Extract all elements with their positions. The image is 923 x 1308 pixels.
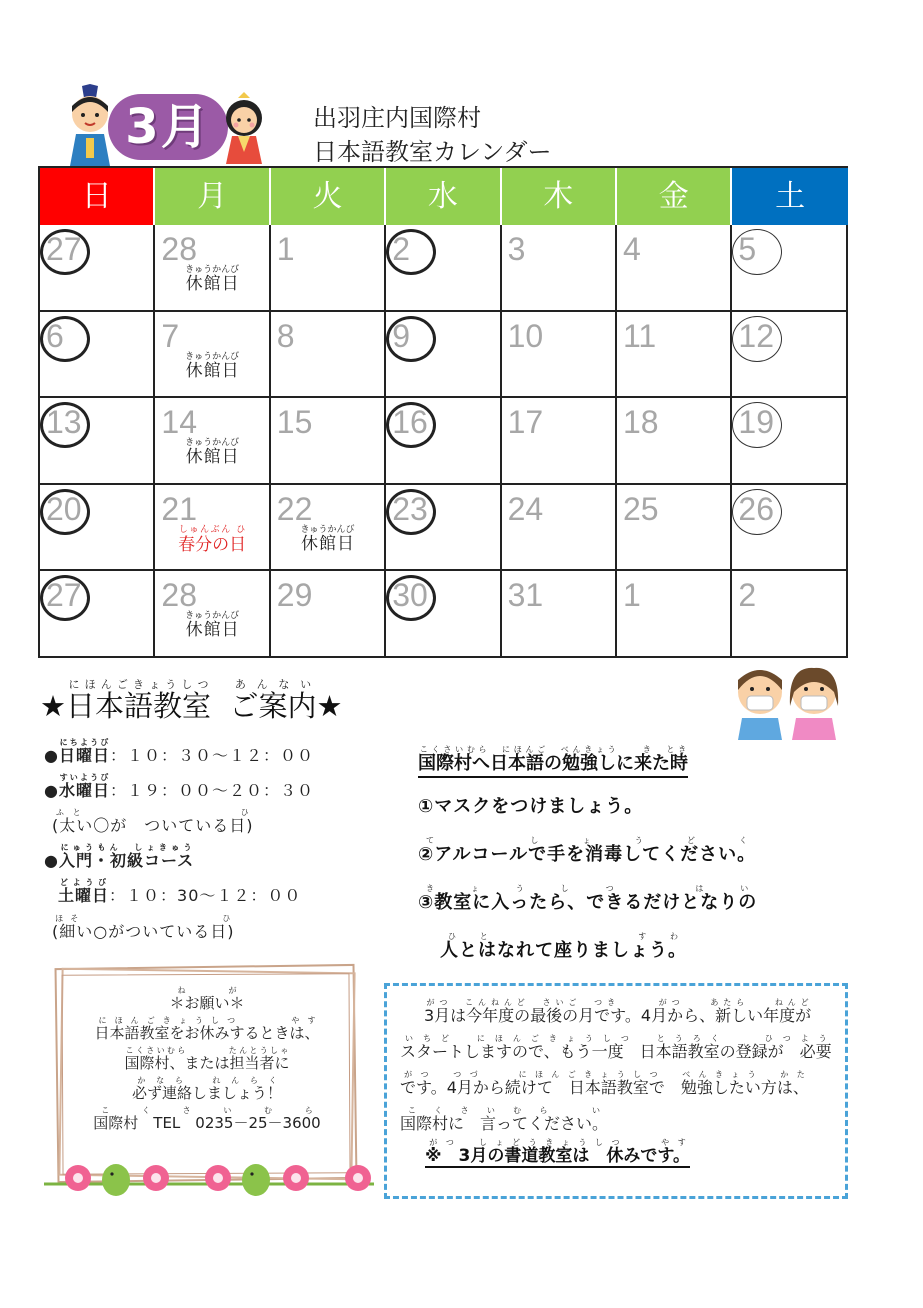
day-number: 13	[46, 404, 82, 441]
rule-mask: ①マスクをつけましょう。	[418, 796, 644, 817]
day-number: 29	[276, 577, 313, 614]
calendar-day-cell	[617, 312, 732, 399]
closed-day-note: 休館日きゅうかんび	[185, 611, 240, 641]
calendar-day-cell	[40, 571, 155, 658]
masked-children-illustration	[730, 662, 845, 740]
request-contact: 国際村 TEL 0235－25－3600こくさいむら	[93, 1106, 321, 1132]
calendar-day-cell	[271, 485, 386, 572]
calendar-day-cell	[732, 225, 847, 312]
rule-seating: ③教室に入ったら、できるだけとなりのきょうしつ はい	[418, 884, 758, 913]
day-number: 21	[161, 490, 197, 527]
day-number: 30	[392, 577, 428, 614]
guide-title: ★日本語教室にほんごきょうしつ ご案内あんない★	[40, 678, 343, 723]
calendar-day-cell	[617, 485, 732, 572]
calendar-day-cell	[155, 312, 270, 399]
day-number: 7	[161, 317, 180, 354]
day-number: 11	[623, 317, 657, 354]
request-heading: ＊お願い＊ねが	[169, 986, 245, 1012]
calendar-day-cell	[732, 312, 847, 399]
day-number: 2	[738, 577, 757, 614]
calendar-day-cell	[502, 398, 617, 485]
month-label: 3月	[125, 99, 211, 155]
calendar-day-cell	[386, 398, 501, 485]
closed-day-note: 休館日きゅうかんび	[185, 438, 240, 468]
calendar-day-cell	[502, 225, 617, 312]
day-number: 15	[276, 404, 313, 441]
day-number: 8	[276, 317, 295, 354]
calendar-day-cell	[732, 571, 847, 658]
closed-day-note: 休館日きゅうかんび	[300, 524, 355, 554]
calendar-day-cell	[271, 225, 386, 312]
rule-seating-cont: 人とはなれて座りましょう。ひと すわ	[440, 932, 687, 961]
calendar-day-cell	[271, 398, 386, 485]
title-line-2: 日本語教室カレンダー	[313, 138, 552, 166]
day-number: 5	[738, 231, 757, 267]
weekday-header: 月	[155, 168, 270, 225]
calendar-day-cell	[386, 571, 501, 658]
calendar-day-cell	[502, 571, 617, 658]
rule-alcohol: ②アルコールで手を消毒してください。て しょうどく	[418, 836, 757, 865]
calendar-day-cell	[40, 225, 155, 312]
day-number: 27	[46, 231, 82, 267]
hina-princess-illustration	[220, 92, 268, 164]
closed-day-note: 休館日きゅうかんび	[185, 265, 240, 294]
calendar-day-cell	[732, 398, 847, 485]
calligraphy-closed-notice: ※ 3月の書道教室は 休みです。がつ しょどうきょうしつ やす	[425, 1138, 690, 1166]
sunday-class-time: ●日曜日にちようび：１０：３０～１２：００	[44, 738, 314, 765]
calendar-day-cell	[617, 398, 732, 485]
wednesday-class-time: ●水曜日すいようび：１９：００～２０：３０	[44, 773, 314, 800]
weekday-header: 水	[386, 168, 501, 225]
request-line-1: 日本語教室をお休みするときは、にほんごきょうしつ やす	[94, 1016, 320, 1042]
day-number: 3	[507, 231, 526, 267]
calendar-day-cell	[155, 398, 270, 485]
day-number: 19	[738, 404, 774, 441]
day-number: 17	[507, 404, 544, 441]
day-number: 2	[392, 231, 410, 267]
day-number: 1	[623, 577, 641, 614]
notice-line-2: スタートしますので、もう一度 日本語教室の登録が 必要いちど にほんごきょうしつ とうろく ひつよう	[400, 1034, 832, 1061]
calendar-grid	[38, 166, 848, 658]
flower-decoration	[44, 1150, 374, 1198]
weekday-header: 土	[732, 168, 847, 225]
weekday-header: 木	[502, 168, 617, 225]
request-line-3: 必ず連絡しましょう！かなら れんらく	[131, 1076, 282, 1102]
day-number: 14	[161, 404, 197, 441]
calendar-day-cell	[40, 398, 155, 485]
rules-title: 国際村へ日本語の勉強しに来た時こくさいむら にほんご べんきょう き とき	[418, 745, 688, 778]
day-number: 10	[507, 317, 544, 354]
day-number: 27	[46, 577, 82, 614]
day-number: 1	[276, 231, 295, 267]
calendar-day-cell	[386, 485, 501, 572]
day-number: 25	[623, 490, 659, 527]
calendar-day-cell	[40, 485, 155, 572]
notice-line-4: 国際村に 言ってください。こくさいむら い	[400, 1106, 609, 1133]
request-line-2: 国際村、または担当者にこくさいむら たんとうしゃ	[124, 1046, 290, 1072]
calendar-day-cell	[617, 571, 732, 658]
thick-circle-note: (太い〇が ついている日)ふと ひ	[52, 808, 254, 835]
day-number: 4	[623, 231, 641, 267]
day-number: 28	[161, 231, 197, 267]
calendar-day-cell	[155, 485, 270, 572]
calendar-day-cell	[502, 485, 617, 572]
saturday-class-time: 土曜日どようび：１０：30～１２：００	[58, 878, 302, 905]
day-number: 26	[738, 490, 774, 527]
day-number: 18	[623, 404, 659, 441]
day-number: 23	[392, 490, 428, 527]
calendar-day-cell	[155, 571, 270, 658]
holiday-note: 春分の日しゅんぶん ひ	[178, 524, 247, 555]
notice-line-3: です。4月から続けて 日本語教室で 勉強したい方は、がつ つづ にほんごきょうしつ べんきょう かた	[400, 1070, 809, 1097]
closed-day-note: 休館日きゅうかんび	[185, 351, 240, 381]
calendar-day-cell	[617, 225, 732, 312]
day-number: 9	[392, 317, 410, 354]
calendar-day-cell	[502, 312, 617, 399]
day-number: 24	[507, 490, 544, 527]
day-number: 6	[46, 317, 64, 354]
weekday-header: 火	[271, 168, 386, 225]
calendar-day-cell	[271, 312, 386, 399]
day-number: 28	[161, 577, 197, 614]
calendar-day-cell	[271, 571, 386, 658]
calendar-day-cell	[732, 485, 847, 572]
day-number: 20	[46, 490, 82, 527]
day-number: 16	[392, 404, 428, 441]
title-line-1: 出羽庄内国際村	[313, 104, 481, 132]
thin-circle-note: (細い○がついている日)ほそ ひ	[52, 914, 235, 941]
calendar-day-cell	[40, 312, 155, 399]
day-number: 12	[738, 317, 774, 354]
day-number: 22	[276, 490, 313, 527]
weekday-header: 金	[617, 168, 732, 225]
calendar-day-cell	[386, 312, 501, 399]
hina-prince-illustration	[66, 84, 114, 166]
notice-line-1: 3月は今年度の最後の月です。4月から、新しい年度ががつ こんねんど さいご つき がつ あたら ねんど	[424, 998, 812, 1025]
course-label: ●入門・初級コースにゅうもん しょきゅう	[44, 843, 195, 870]
calendar-day-cell	[386, 225, 501, 312]
weekday-header: 日	[40, 168, 155, 225]
day-number: 31	[507, 577, 544, 614]
calendar-day-cell	[155, 225, 270, 312]
